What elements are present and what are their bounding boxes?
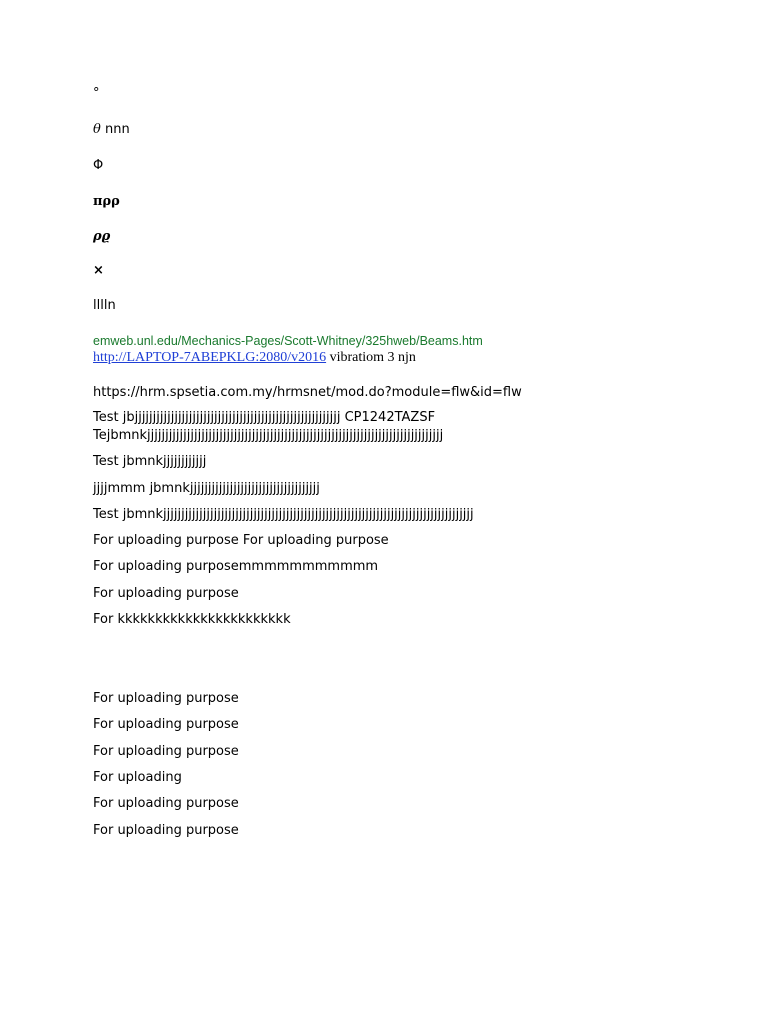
theta-line [93, 122, 130, 138]
degree-line: ° [93, 86, 100, 101]
test1-line-b: Tejbmnkjjjjjjjjjjjjjjjjjjjjjjjjjjjjjjjjjjjjjjjjjjjjjjjjjjjjjjjjjjjjjjjjjjjjjjjjjjjjjjjjjj [93, 428, 444, 443]
pi-rho-line: πρρ [93, 194, 120, 209]
upload-line-7: For uploading purpose [93, 744, 239, 759]
llll-line: lllln [93, 298, 116, 313]
rho-varrho-line: ρϱ [93, 229, 111, 244]
url-green-line: emweb.unl.edu/Mechanics-Pages/Scott-Whitney/325hweb/Beams.htm [93, 334, 483, 348]
url-hrm-line: https://hrm.spsetia.com.my/hrmsnet/mod.do?module=flw&id=flw [93, 385, 522, 400]
test2-line: Test jbmnkjjjjjjjjjjjj [93, 454, 207, 469]
upload-line-2: For uploading purposemmmmmmmmmmm [93, 559, 379, 574]
upload-line-9: For uploading purpose [93, 796, 239, 811]
upload-line-5: For uploading purpose [93, 691, 239, 706]
upload-line-4: For kkkkkkkkkkkkkkkkkkkkkkk [93, 612, 291, 627]
laptop-link[interactable]: http://LAPTOP-7ABEPKLG:2080/v2016 [93, 350, 327, 365]
upload-line-8: For uploading [93, 770, 182, 785]
url-link-suffix: vibratiom 3 njn [326, 350, 416, 365]
upload-line-6: For uploading purpose [93, 717, 239, 732]
theta-symbol: θ [93, 122, 101, 137]
jjjmmm-line: jjjjmmm jbmnkjjjjjjjjjjjjjjjjjjjjjjjjjjjjjjjjjjjj [93, 481, 320, 496]
phi-line: Φ [93, 158, 104, 173]
test1-line-a: Test jbjjjjjjjjjjjjjjjjjjjjjjjjjjjjjjjjjjjjjjjjjjjjjjjjjjjjjjjjj CP1242TAZSF [93, 410, 436, 425]
upload-line-10: For uploading purpose [93, 823, 239, 838]
url-link-line [93, 350, 416, 366]
upload-line-1: For uploading purpose For uploading purpose [93, 533, 389, 548]
theta-text: nnn [100, 122, 130, 137]
times-line: × [93, 263, 104, 278]
test3-line: Test jbmnkjjjjjjjjjjjjjjjjjjjjjjjjjjjjjjjjjjjjjjjjjjjjjjjjjjjjjjjjjjjjjjjjjjjjjjjjjjjjjjjjjjjjjj [93, 507, 474, 522]
upload-line-3: For uploading purpose [93, 586, 239, 601]
